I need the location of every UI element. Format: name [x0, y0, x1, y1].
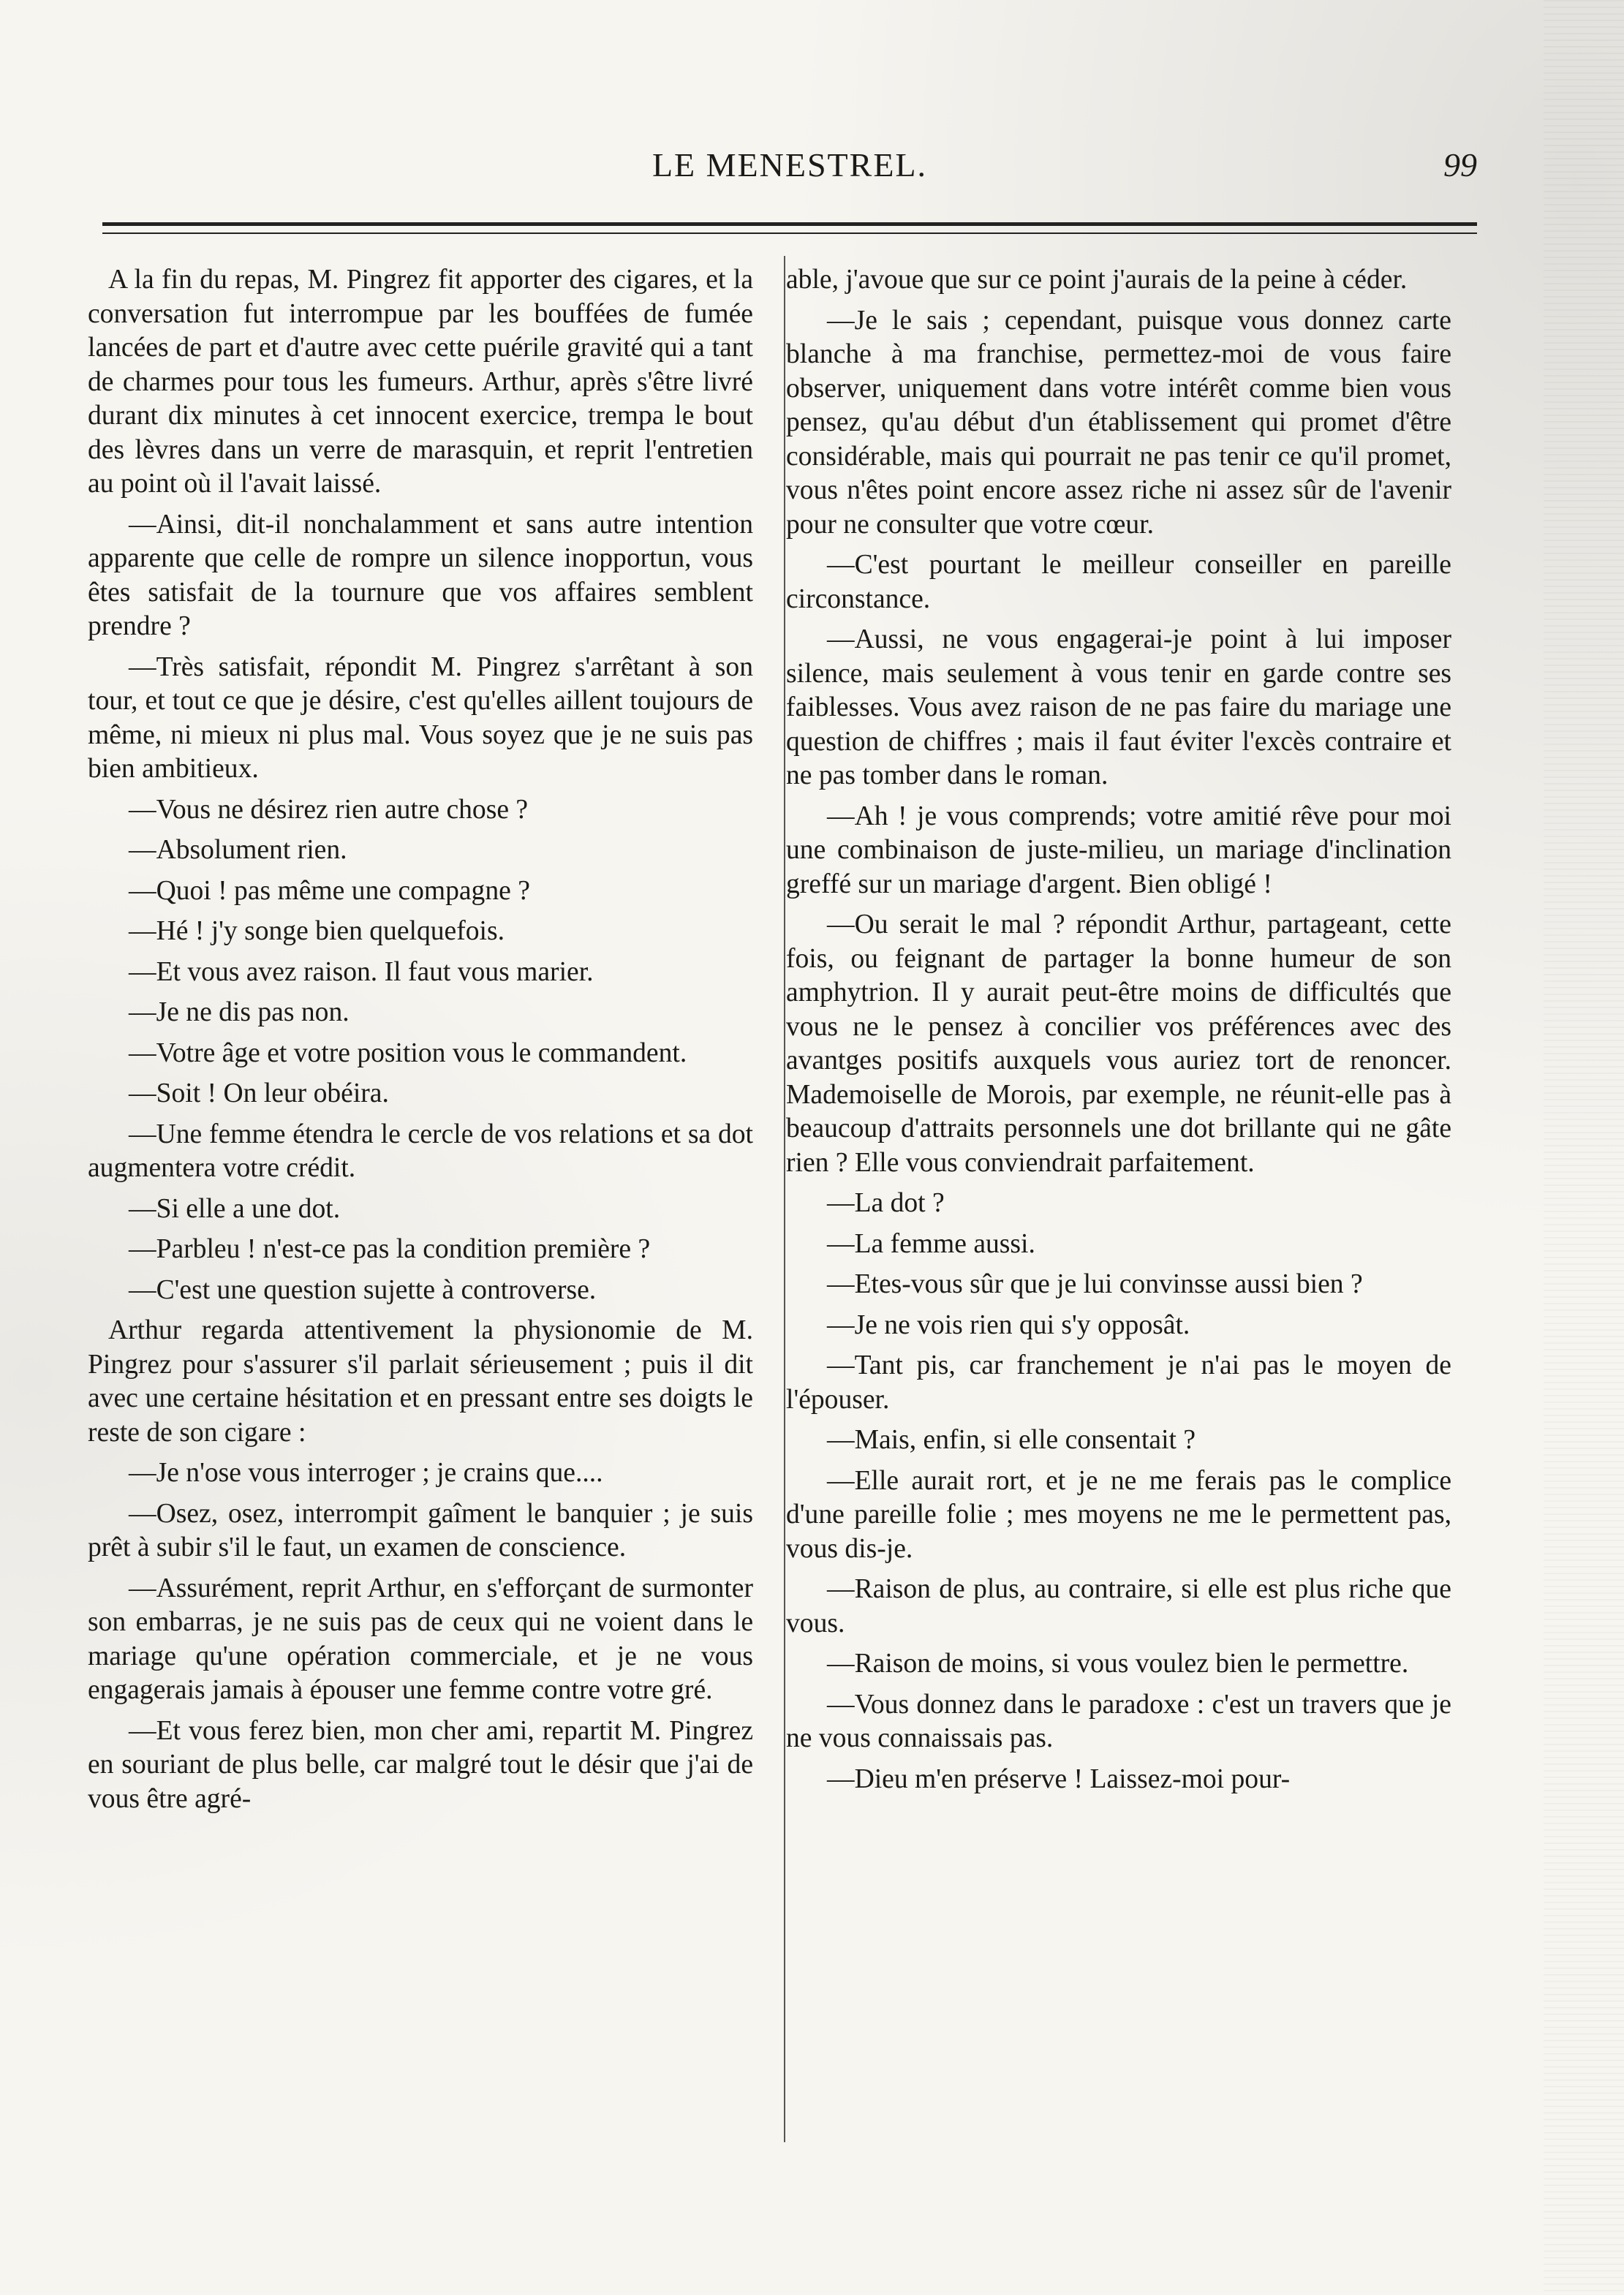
- paragraph: —Ou serait le mal ? répondit Arthur, partageant, cette fois, ou feignant de partager la bonne humeur de son amphytrion. Il y aurait peut-être moins de difficultés que vous ne le pensez à concilier vos préférences avec des avantges positifs auxquels vous auriez tort de renoncer. Mademoiselle de Morois, par exemple, ne réunit-elle pas à beaucoup d'attraits personnels une dot brillante qui ne gâte rien ? Elle vous conviendrait parfaitement.: [786, 910, 1451, 1178]
- scan-speckle: [1544, 0, 1624, 2295]
- paragraph: —Osez, osez, interrompit gaîment le banquier ; je suis prêt à subir s'il le faut, un examen de conscience.: [88, 1498, 753, 1562]
- paragraph: —Absolument rien.: [129, 835, 347, 865]
- paragraph: —Je le sais ; cependant, puisque vous donnez carte blanche à ma franchise, permettez-moi de vous faire observer, uniquement dans votre intérêt comme bien vous pensez, qu'au début d'un établissement qui promet d'être considérable, mais qui pourrait ne pas tenir ce qu'il promet, vous n'êtes point encore assez riche ni assez sûr de l'avenir pour ne consulter que votre cœur.: [786, 305, 1451, 540]
- paragraph: —Hé ! j'y songe bien quelquefois.: [129, 916, 505, 946]
- paragraph: —La dot ?: [827, 1188, 945, 1218]
- paragraph: —Une femme étendra le cercle de vos relations et sa dot augmentera votre crédit.: [88, 1119, 753, 1183]
- running-head: [102, 143, 1477, 194]
- paragraph: —C'est pourtant le meilleur conseiller en pareille circonstance.: [786, 550, 1451, 614]
- paragraph: —Etes-vous sûr que je lui convinsse aussi bien ?: [827, 1269, 1363, 1299]
- paragraph: —Raison de moins, si vous voulez bien le permettre.: [827, 1649, 1409, 1679]
- paragraph: —Elle aurait rort, et je ne me ferais pas le complice d'une pareille folie ; mes moyens ne me le permettent pas, vous dis-je.: [786, 1465, 1451, 1564]
- left-column: [88, 263, 753, 1823]
- paragraph: —Je ne vois rien qui s'y opposât.: [827, 1309, 1190, 1340]
- paragraph: —Mais, enfin, si elle consentait ?: [827, 1425, 1196, 1455]
- paragraph: —Quoi ! pas même une compagne ?: [129, 875, 530, 906]
- page-number: 99: [1443, 146, 1477, 184]
- paragraph: —Aussi, ne vous engagerai-je point à lui imposer silence, mais seulement à vous tenir en garde contre ses faiblesses. Vous avez raison de ne pas faire du mariage une question de chiffres ; mais il faut éviter l'excès contraire et ne pas tomber dans le roman.: [786, 624, 1451, 790]
- paragraph: —Si elle a une dot.: [129, 1193, 341, 1224]
- paragraph: —C'est une question sujette à controverse.: [129, 1274, 597, 1305]
- paragraph: —Dieu m'en préserve ! Laissez-moi pour-: [827, 1763, 1291, 1794]
- paragraph: —Je ne dis pas non.: [129, 997, 350, 1027]
- header-rule-thick: [102, 222, 1477, 226]
- right-column: [786, 263, 1451, 1803]
- paragraph: —Je n'ose vous interroger ; je crains que....: [129, 1458, 603, 1488]
- paragraph: Arthur regarda attentivement la physionomie de M. Pingrez pour s'assurer s'il parlait sérieusement ; puis il dit avec une certaine hésitation et en pressant entre ses doigts le reste de son cigare :: [88, 1315, 753, 1448]
- paragraph: —Votre âge et votre position vous le commandent.: [129, 1037, 687, 1068]
- paragraph: —Très satisfait, répondit M. Pingrez s'arrêtant à son tour, et tout ce que je désire, c'est qu'elles aillent toujours de même, ni mieux ni plus mal. Vous soyez que je ne suis pas bien ambitieux.: [88, 651, 753, 784]
- paragraph: able, j'avoue que sur ce point j'aurais de la peine à céder.: [786, 265, 1408, 295]
- journal-title: LE MENESTREL.: [652, 146, 928, 184]
- paragraph: —Raison de plus, au contraire, si elle est plus riche que vous.: [786, 1574, 1451, 1638]
- paragraph: —Ah ! je vous comprends; votre amitié rêve pour moi une combinaison de juste-milieu, un mariage d'inclination greffé sur un mariage d'argent. Bien obligé !: [786, 801, 1451, 899]
- header-rule-thin: [102, 232, 1477, 234]
- paragraph: —Tant pis, car franchement je n'ai pas le moyen de l'épouser.: [786, 1350, 1451, 1415]
- paragraph: —Ainsi, dit-il nonchalamment et sans autre intention apparente que celle de rompre un silence inopportun, vous êtes satisfait de la tournure que vos affaires semblent prendre ?: [88, 509, 753, 641]
- paragraph: —La femme aussi.: [827, 1228, 1035, 1259]
- paragraph: —Et vous ferez bien, mon cher ami, repartit M. Pingrez en souriant de plus belle, car malgré tout le désir que j'ai de vous être agré-: [88, 1715, 753, 1814]
- paragraph: —Vous ne désirez rien autre chose ?: [129, 794, 529, 825]
- text-columns: [80, 263, 1484, 2150]
- paragraph: —Parbleu ! n'est-ce pas la condition première ?: [129, 1234, 651, 1264]
- paragraph: —Et vous avez raison. Il faut vous marier.: [129, 956, 594, 987]
- paragraph: —Soit ! On leur obéira.: [129, 1078, 389, 1108]
- paragraph: —Assurément, reprit Arthur, en s'efforçant de surmonter son embarras, je ne suis pas de ceux qui ne voient dans le mariage qu'une opération commerciale, et je ne vous engagerais jamais à épouser une femme contre votre gré.: [88, 1573, 753, 1705]
- paragraph: A la fin du repas, M. Pingrez fit apporter des cigares, et la conversation fut interrompue par les bouffées de fumée lancées de part et d'autre avec cette puérile gravité qui a tant de charmes pour tous les fumeurs. Arthur, après s'être livré durant dix minutes à cet innocent exercice, trempa le bout des lèvres dans un verre de marasquin, et reprit l'entretien au point où il l'avait laissé.: [88, 265, 753, 499]
- paragraph: —Vous donnez dans le paradoxe : c'est un travers que je ne vous connaissais pas.: [786, 1689, 1451, 1753]
